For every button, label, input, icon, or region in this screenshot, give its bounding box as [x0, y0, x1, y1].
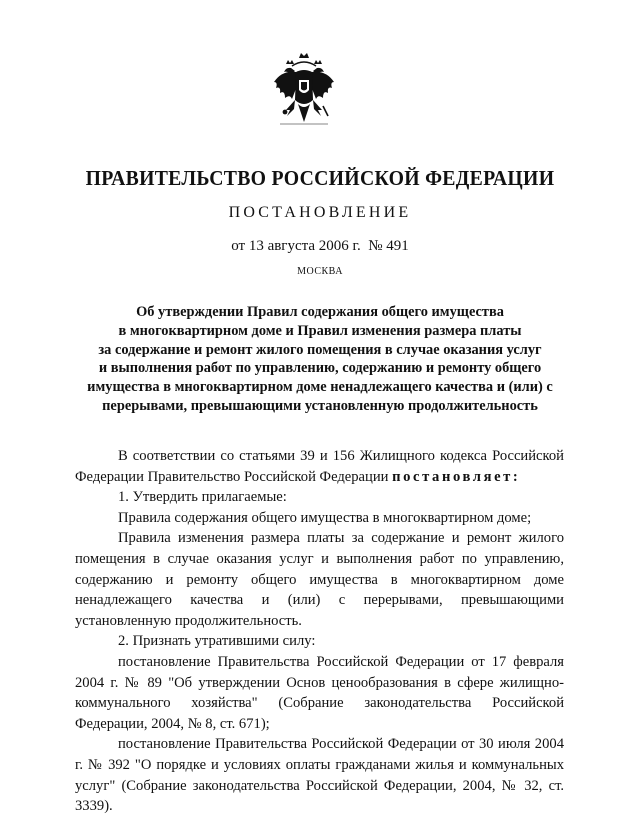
item-1: 1. Утвердить прилагаемые:	[118, 489, 287, 506]
document-type: ПОСТАНОВЛЕНИЕ	[228, 204, 412, 221]
item-2: 2. Признать утратившими силу:	[118, 633, 316, 650]
government-name: ПРАВИТЕЛЬСТВО РОССИЙСКОЙ ФЕДЕРАЦИИ	[85, 166, 555, 190]
title-line: перерывами, превышающими установленную продолжительность	[102, 397, 538, 414]
date-prefix: от	[231, 238, 246, 254]
title-line: в многоквартирном доме и Правил изменения размера платы	[118, 322, 522, 339]
preamble-paragraph	[75, 446, 564, 487]
rules-1: Правила содержания общего имущества в многоквартирном доме;	[118, 509, 532, 526]
date-number-line	[0, 238, 640, 255]
document-number: № 491	[368, 238, 409, 254]
title-line: имущества в многоквартирном доме ненадлежащего качества и (или) с	[87, 379, 553, 396]
preamble-text: В соответствии со статьями 39 и 156 Жилищного кодекса Российской Федерации Правительство Российской Федерации	[75, 448, 564, 485]
title-line: и выполнения работ по управлению, содержанию и ремонту общего	[98, 360, 542, 377]
document-date: 13 августа 2006 г.	[248, 238, 361, 254]
rules-2: Правила изменения размера платы за содержание и ремонт жилого помещения в случае оказания услуг и выполнения работ по управлению, содержанию и ремонту общего имущества в многоквартирном доме ненадлежащего качества и (или) с перерывами, превышающими установленную продолжительность.	[75, 530, 564, 629]
city: МОСКВА	[297, 266, 343, 277]
document-title	[60, 303, 580, 416]
decree-word: постановляет:	[392, 468, 521, 485]
title-line: Об утверждении Правил содержания общего имущества	[136, 304, 504, 320]
coat-of-arms-icon	[272, 52, 336, 130]
repeal-1: постановление Правительства Российской Федерации от 17 февраля 2004 г. № 89 "Об утверждении Основ ценообразования в сфере жилищно-коммунального хозяйства" (Собрание законодательства Российской Федерации, 2004, № 8, ст. 671);	[75, 653, 564, 732]
repeal-2: постановление Правительства Российской Федерации от 30 июля 2004 г. № 392 "О порядке и условиях оплаты гражданами жилья и коммунальных услуг" (Собрание законодательства Российской Федерации, 2004, № 32, ст. 3339).	[75, 736, 564, 815]
title-line: за содержание и ремонт жилого помещения в случае оказания услуг	[98, 341, 542, 358]
document-body	[75, 446, 564, 817]
